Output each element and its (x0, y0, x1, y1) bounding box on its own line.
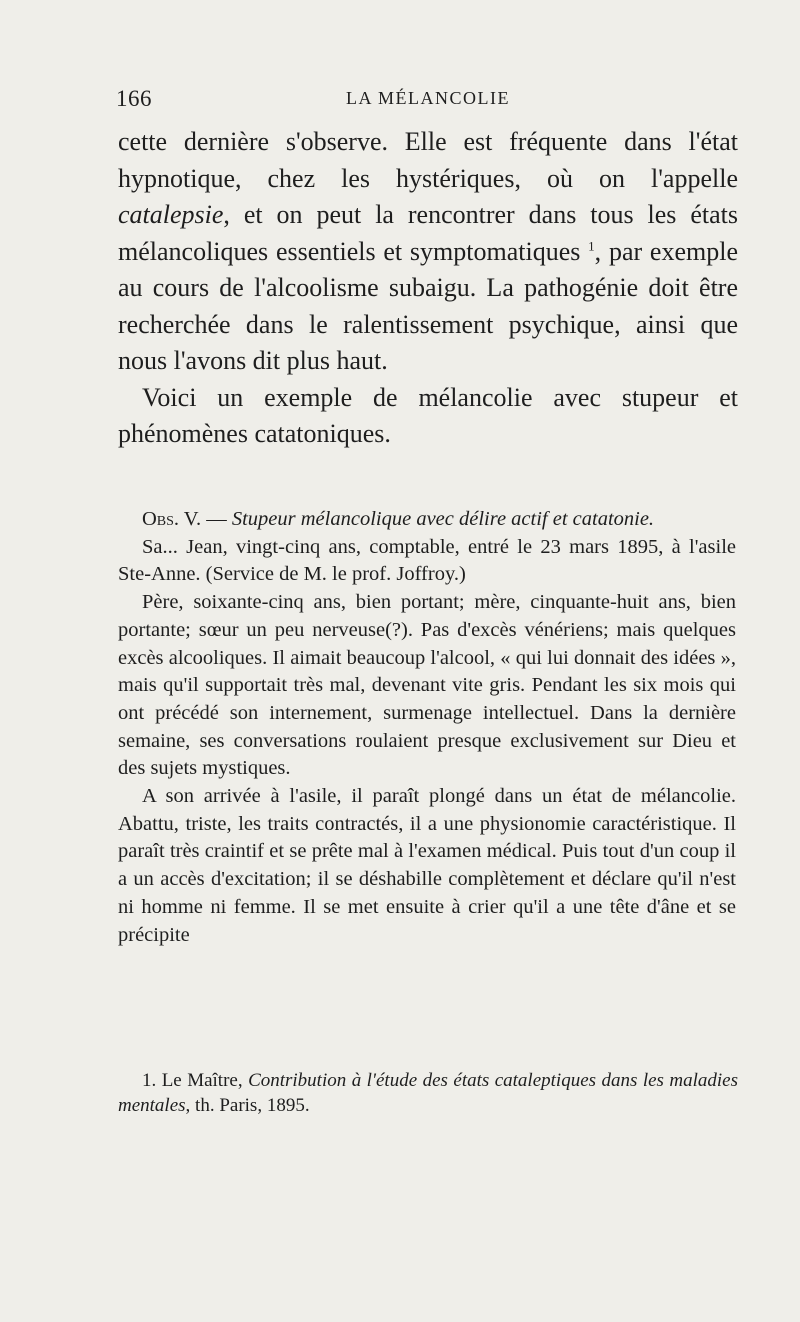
paragraph-2: Voici un exemple de mélancolie avec stupeur et phénomènes catatoniques. (118, 382, 738, 448)
text-run: , par exemple au cours de l'alcoolisme subaigu. La pathogénie doit être recherchée dans le ralentissement psychique, ainsi que nous l'avons dit plus haut. (118, 236, 738, 375)
observation-heading (118, 506, 736, 534)
footnote-title: Contribution à l'étude des états cataleptiques dans les maladies mentales (118, 1070, 739, 1116)
observation-block (118, 506, 736, 949)
footnote-author: Le Maître, (156, 1070, 249, 1091)
footnote-number: 1. (142, 1070, 157, 1091)
page-number: 166 (116, 86, 152, 111)
paragraph-1 (118, 124, 738, 380)
main-text (118, 124, 738, 453)
page-header (116, 86, 736, 116)
footnote-reference: 1 (588, 237, 595, 253)
footnote (118, 1068, 738, 1118)
observation-label: Obs. V. (142, 508, 202, 530)
observation-title: Stupeur mélancolique avec délire actif et catatonie. (231, 508, 655, 530)
italic-term: catalepsie (118, 200, 224, 229)
footnote-rest: , th. Paris, 1895. (185, 1095, 310, 1116)
footnote-text (118, 1068, 738, 1118)
observation-paragraph-2: Père, soixante-cinq ans, bien portant; mère, cinquante-huit ans, bien portante; sœur un peu nerveuse(?). Pas d'excès vénériens; mais quelques excès alcooliques. Il aimait beaucoup l'alcool, « qui lui donnait des idées », mais qu'il supportait très mal, devenant vite gris. Pendant les six mois qui ont précédé son internement, surmenage intellectuel. Dans la dernière semaine, ses conversations roulaient presque exclusivement sur Dieu et des sujets mystiques. (118, 591, 736, 780)
running-title: LA MÉLANCOLIE (346, 88, 510, 108)
observation-paragraph-1: Sa... Jean, vingt-cinq ans, comptable, entré le 23 mars 1895, à l'asile Ste-Anne. (Service de M. le prof. Joffroy.) (118, 535, 736, 586)
observation-paragraph-3: A son arrivée à l'asile, il paraît plongé dans un état de mélancolie. Abattu, triste, les traits contractés, il a une physionomie caractéristique. Il paraît très craintif et se prête mal à l'examen médical. Puis tout d'un coup il a un accès d'excitation; il se déshabille complètement et déclare qu'il n'est ni homme ni femme. Il se met ensuite à crier qu'il a une tête d'âne et se précipite (118, 785, 736, 946)
dash: — (201, 508, 232, 530)
text-run: , et on peut la rencontrer dans tous les états mélancoliques essentiels et symptomatiques (118, 200, 738, 266)
text-run: cette dernière s'observe. Elle est fréquente dans l'état hypnotique, chez les hystériques, où on l'appelle (118, 127, 738, 193)
